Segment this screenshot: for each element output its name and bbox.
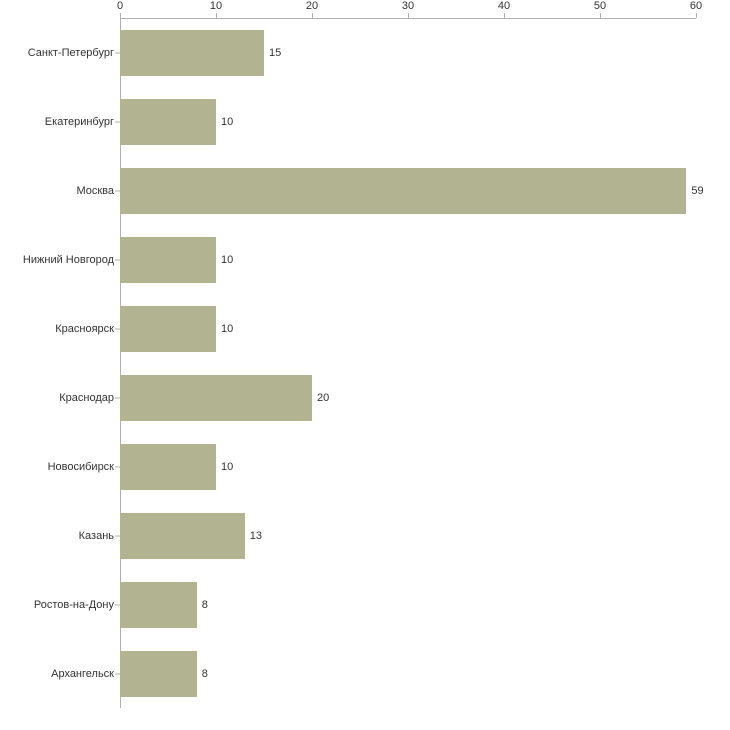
x-axis-tick-label: 0 — [116, 0, 124, 12]
category-label: Красноярск — [55, 322, 114, 335]
x-axis-tick-mark — [408, 13, 409, 18]
x-axis-tick-mark — [312, 13, 313, 18]
category-label: Архангельск — [51, 667, 114, 680]
bar-row — [27, 18, 696, 87]
bar — [120, 444, 216, 490]
bar-value-label: 59 — [691, 184, 704, 197]
bar — [120, 375, 312, 421]
bar-value-label: 10 — [221, 115, 234, 128]
category-label: Москва — [76, 184, 114, 197]
bar-row — [59, 363, 696, 432]
bar — [120, 651, 197, 697]
bar — [120, 306, 216, 352]
category-label: Нижний Новгород — [22, 253, 114, 266]
category-label: Санкт-Петербург — [27, 46, 114, 59]
bar-row — [33, 570, 696, 639]
bar — [120, 99, 216, 145]
category-label: Новосибирск — [47, 460, 114, 473]
category-label: Краснодар — [59, 391, 114, 404]
bar — [120, 513, 245, 559]
bar-value-label: 10 — [221, 253, 234, 266]
bar-value-label: 8 — [201, 598, 208, 611]
bar-value-label: 13 — [249, 529, 263, 542]
x-axis-tick-label: 40 — [497, 0, 511, 12]
x-axis-tick-label: 30 — [401, 0, 415, 12]
category-label: Казань — [78, 529, 114, 542]
bar — [120, 30, 264, 76]
bar — [120, 237, 216, 283]
bar-row — [78, 501, 696, 570]
bar-row — [22, 225, 696, 294]
plot-area — [22, 18, 704, 708]
bar-value-label: 15 — [269, 46, 282, 59]
bar — [120, 582, 197, 628]
bar-row — [76, 156, 704, 225]
bar-row — [44, 87, 696, 156]
x-axis-tick-mark — [600, 13, 601, 18]
x-axis-tick-mark — [216, 13, 217, 18]
bar-value-label: 8 — [201, 667, 208, 680]
bar-row — [51, 639, 696, 708]
x-axis-tick-mark — [120, 13, 121, 18]
x-axis-tick-label: 60 — [689, 0, 703, 12]
bar-row — [47, 432, 696, 501]
bar-value-label: 10 — [221, 460, 234, 473]
bar-value-label: 20 — [317, 391, 330, 404]
x-axis-tick-mark — [696, 13, 697, 18]
x-axis-tick-mark — [504, 13, 505, 18]
category-label: Ростов-на-Дону — [33, 598, 114, 611]
bar — [120, 168, 686, 214]
x-axis-tick-label: 50 — [593, 0, 607, 12]
x-axis-tick-label: 10 — [209, 0, 223, 12]
bar-row — [55, 294, 696, 363]
bar-value-label: 10 — [221, 322, 234, 335]
x-axis-tick-label: 20 — [305, 0, 319, 12]
category-label: Екатеринбург — [44, 115, 114, 128]
